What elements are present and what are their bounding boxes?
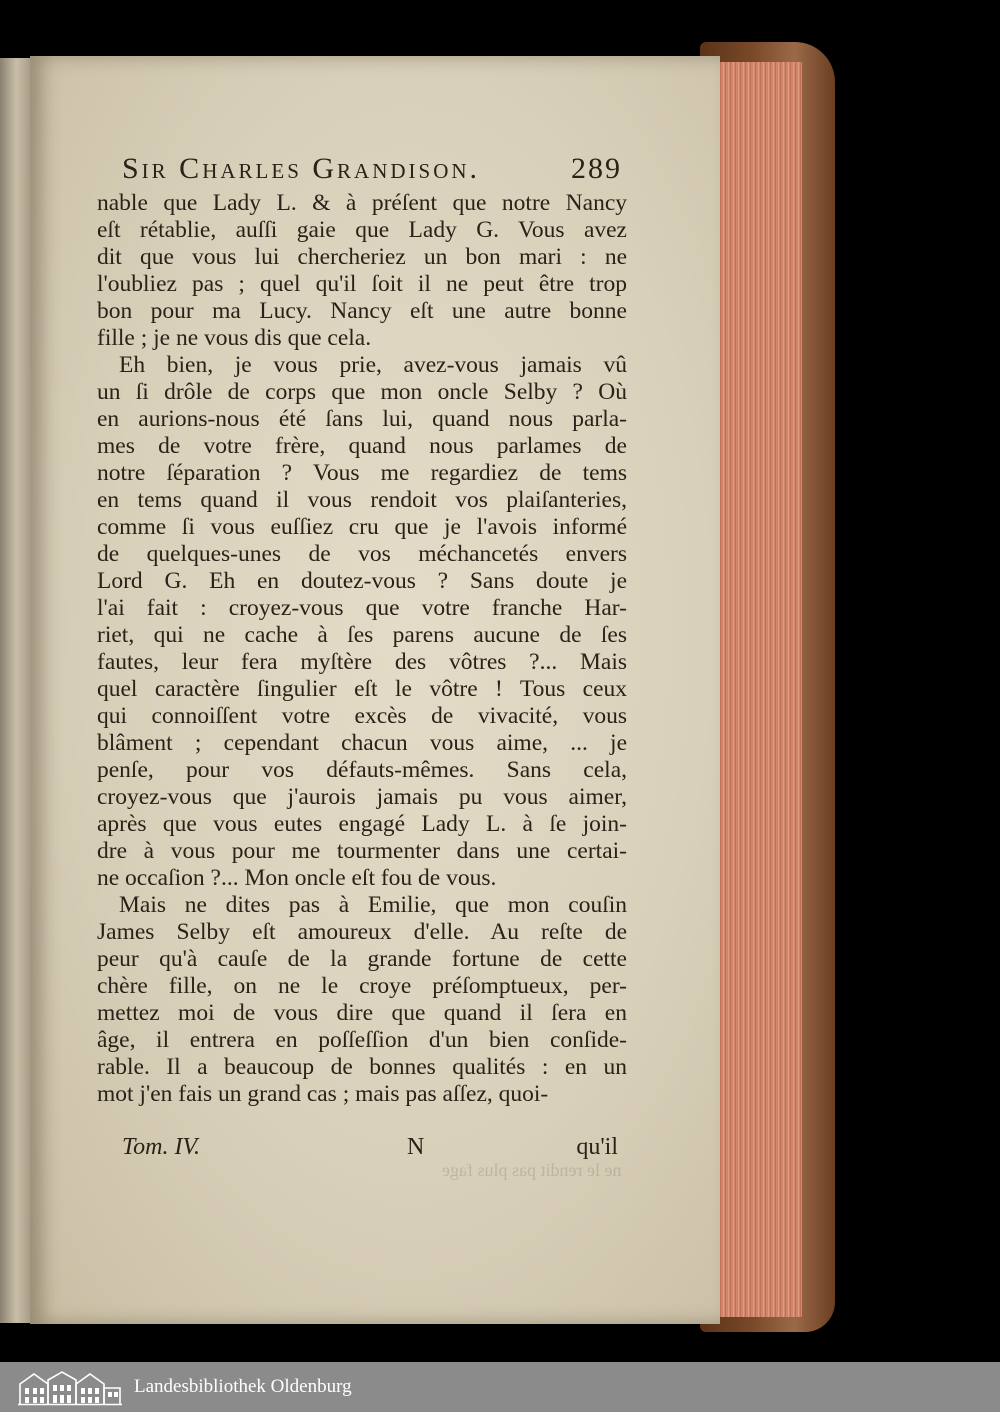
body-line: mes de votre frère, quand nous parlames de [97, 433, 627, 459]
catchword: qu'il [576, 1134, 618, 1160]
book-page [30, 56, 720, 1324]
signature-letter: N [407, 1134, 425, 1160]
body-line: chère fille, on ne le croye préſomptueux, per- [97, 973, 627, 999]
body-line: fautes, leur fera myſtère des vôtres ?... Mais [97, 649, 627, 675]
page-footer [122, 1134, 618, 1168]
body-line: dre à vous pour me tourmenter dans une certai- [97, 838, 627, 864]
body-line: riet, qui ne cache à ſes parens aucune de ſes [97, 622, 627, 648]
body-line: penſe, pour vos défauts-mêmes. Sans cela, [97, 757, 627, 783]
body-line: quel caractère ſingulier eſt le vôtre ! Tous ceux [97, 676, 627, 702]
body-line: croyez-vous que j'aurois jamais pu vous aimer, [97, 784, 627, 810]
body-line: eſt rétablie, auſſi gaie que Lady G. Vous avez [97, 217, 627, 243]
body-line: l'oubliez pas ; quel qu'il ſoit il ne peut être trop [97, 271, 627, 297]
page-number: 289 [571, 152, 622, 185]
body-line: Mais ne dites pas à Emilie, que mon couſin [119, 892, 627, 918]
body-line: comme ſi vous euſſiez cru que je l'avois informé [97, 514, 627, 540]
body-line: Eh bien, je vous prie, avez-vous jamais vû [119, 352, 627, 378]
running-title: Sir Charles Grandison. [122, 152, 481, 185]
body-line: mot j'en fais un grand cas ; mais pas aſſez, quoi- [97, 1081, 549, 1107]
library-banner [0, 1362, 1000, 1412]
body-text [97, 190, 627, 1108]
body-line: dit que vous lui chercheriez un bon mari : ne [97, 244, 627, 270]
body-line: âge, il entrera en poſſeſſion d'un bien conſide- [97, 1027, 627, 1053]
library-building-icon [18, 1368, 122, 1406]
bleed-through-text: ne le rendit pas plus fage [442, 1160, 622, 1180]
body-line: de quelques-unes de vos méchancetés envers [97, 541, 627, 567]
facing-page-edge [0, 58, 30, 1323]
body-line: bon pour ma Lucy. Nancy eſt une autre bonne [97, 298, 627, 324]
body-line: Lord G. Eh en doutez-vous ? Sans doute je [97, 568, 627, 594]
body-line: mettez moi de vous dire que quand il ſera en [97, 1000, 627, 1026]
signature-volume: Tom. IV. [122, 1134, 201, 1160]
body-line: nable que Lady L. & à préſent que notre Nancy [97, 190, 627, 216]
body-line: blâment ; cependant chacun vous aime, ... je [97, 730, 627, 756]
body-line: en tems quand il vous rendoit vos plaiſanteries, [97, 487, 627, 513]
body-line: James Selby eſt amoureux d'elle. Au reſte de [97, 919, 627, 945]
body-line: rable. Il a beaucoup de bonnes qualités : en un [97, 1054, 627, 1080]
body-line: ne occaſion ?... Mon oncle eſt fou de vous. [97, 865, 497, 891]
body-line: peur qu'à cauſe de la grande fortune de cette [97, 946, 627, 972]
body-line: en aurions-nous été ſans lui, quand nous parla- [97, 406, 627, 432]
library-name: Landesbibliothek Oldenburg [134, 1376, 352, 1397]
body-line: qui connoiſſent votre excès de vivacité, vous [97, 703, 627, 729]
body-line: notre ſéparation ? Vous me regardiez de tems [97, 460, 627, 486]
body-line: un ſi drôle de corps que mon oncle Selby ? Où [97, 379, 627, 405]
body-line: après que vous eutes engagé Lady L. à ſe join- [97, 811, 627, 837]
body-line: l'ai fait : croyez-vous que votre franche Har- [97, 595, 627, 621]
page-edges [712, 62, 802, 1317]
body-line: fille ; je ne vous dis que cela. [97, 325, 372, 351]
